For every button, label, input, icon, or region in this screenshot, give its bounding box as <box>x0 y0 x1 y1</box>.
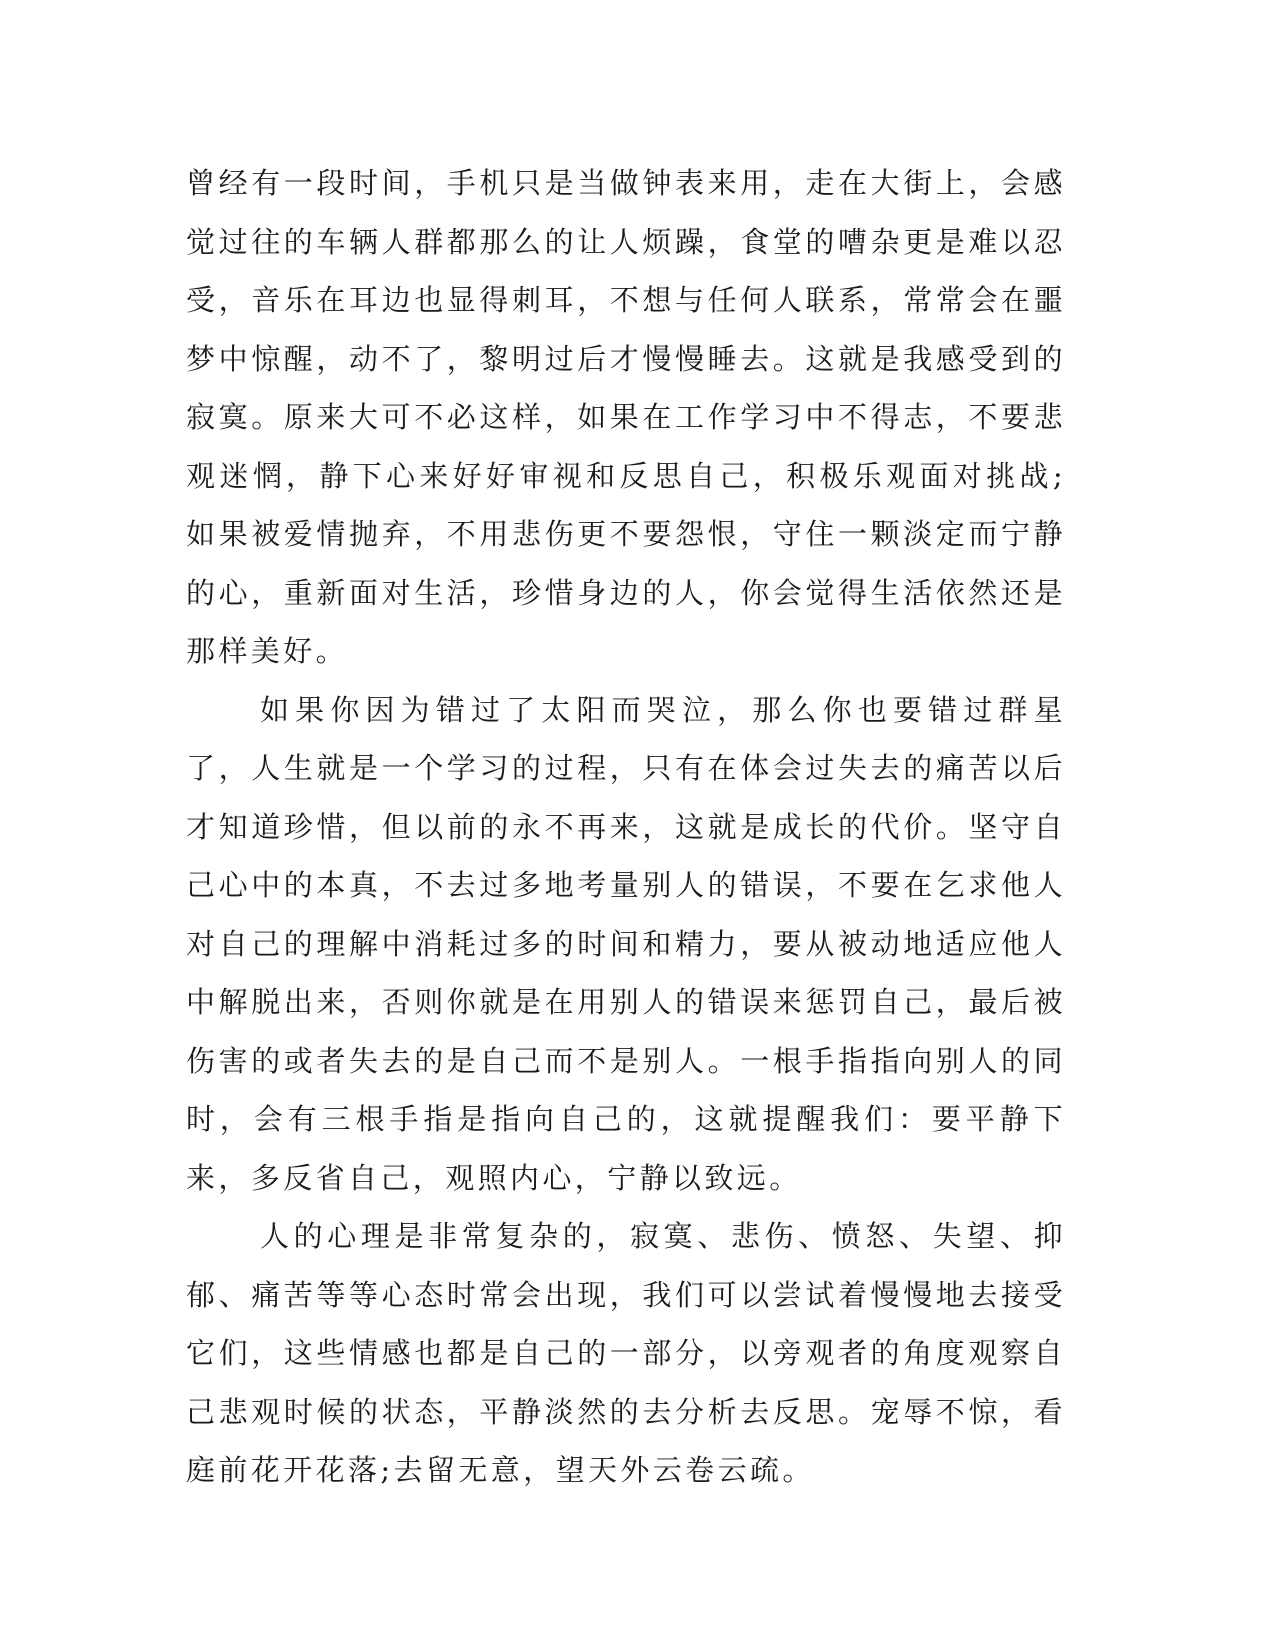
paragraph-3: 人的心理是非常复杂的，寂寞、悲伤、愤怒、失望、抑郁、痛苦等等心态时常会出现，我们可以尝试着慢慢地去接受它们，这些情感也都是自己的一部分，以旁观者的角度观察自己悲观时候的状态，平静淡然的去分析去反思。宠辱不惊，看庭前花开花落;去留无意，望天外云卷云疏。 <box>186 1219 1066 1487</box>
paragraph-1: 曾经有一段时间，手机只是当做钟表来用，走在大街上，会感觉过往的车辆人群都那么的让人烦躁，食堂的嘈杂更是难以忍受，音乐在耳边也显得刺耳，不想与任何人联系，常常会在噩梦中惊醒，动不了，黎明过后才慢慢睡去。这就是我感受到的寂寞。原来大可不必这样，如果在工作学习中不得志，不要悲观迷惘，静下心来好好审视和反思自己，积极乐观面对挑战;如果被爱情抛弃，不用悲伤更不要怨恨，守住一颗淡定而宁静的心，重新面对生活，珍惜身边的人，你会觉得生活依然还是那样美好。 <box>186 166 1066 668</box>
paragraph-2: 如果你因为错过了太阳而哭泣，那么你也要错过群星了，人生就是一个学习的过程，只有在体会过失去的痛苦以后才知道珍惜，但以前的永不再来，这就是成长的代价。坚守自己心中的本真，不去过多地考量别人的错误，不要在乞求他人对自己的理解中消耗过多的时间和精力，要从被动地适应他人中解脱出来，否则你就是在用别人的错误来惩罚自己，最后被伤害的或者失去的是自己而不是别人。一根手指指向别人的同时，会有三根手指是指向自己的，这就提醒我们：要平静下来，多反省自己，观照内心，宁静以致远。 <box>186 692 1066 1195</box>
document-body <box>186 154 1066 1500</box>
